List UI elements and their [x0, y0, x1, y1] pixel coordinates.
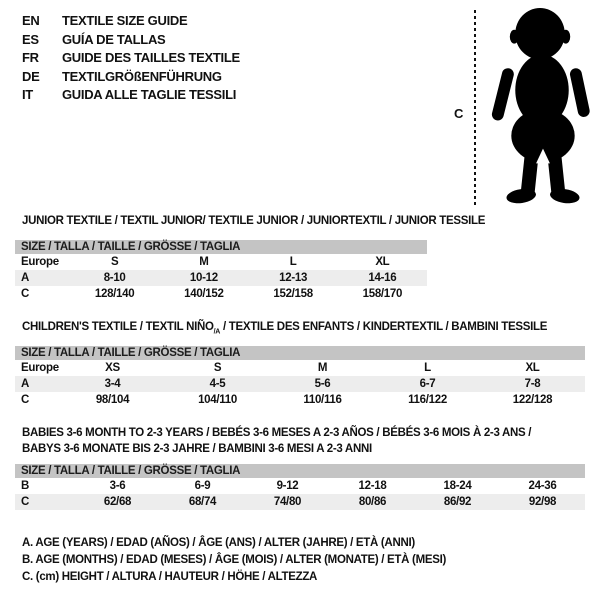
children-title-pre: CHILDREN'S TEXTILE / TEXTIL NIÑO — [22, 321, 214, 333]
table-cell: 140/152 — [184, 288, 224, 300]
lang-code: FR — [22, 50, 39, 65]
children-size-table — [15, 346, 585, 408]
table-cell: 104/110 — [198, 394, 237, 406]
table-cell: 8-10 — [103, 272, 126, 284]
babies-section-title — [22, 425, 582, 457]
babies-title-line2: BABYS 3-6 MONATE BIS 2-3 JAHRE / BAMBINI 3-6 MESI A 2-3 ANNI — [22, 443, 372, 455]
junior-section-title: JUNIOR TEXTILE / TEXTIL JUNIOR/ TEXTILE JUNIOR / JUNIORTEXTIL / JUNIOR TESSILE — [22, 215, 486, 227]
table-cell: XS — [105, 362, 120, 374]
table-cell: A — [21, 378, 30, 390]
table-cell: 3-6 — [109, 480, 126, 492]
table-cell: M — [199, 256, 209, 268]
lang-row-de — [22, 68, 240, 87]
lang-text: TEXTILGRÖßENFÜHRUNG — [62, 68, 222, 84]
table-cell: 7-8 — [524, 378, 541, 390]
table-cell: A — [21, 272, 30, 284]
language-header — [22, 12, 240, 105]
table-cell: 152/158 — [273, 288, 313, 300]
table-cell: M — [317, 362, 328, 374]
table-row — [15, 478, 585, 494]
babies-title-line1: BABIES 3-6 MONTH TO 2-3 YEARS / BEBÉS 3-6 MESES A 2-3 AÑOS / BÉBÉS 3-6 MOIS À 2-3 ANS / — [22, 427, 532, 439]
table-cell: 80/86 — [358, 496, 387, 508]
table-cell: 4-5 — [209, 378, 226, 390]
table-cell: B — [21, 480, 30, 492]
lang-row-es — [22, 31, 240, 50]
table-cell: Europe — [21, 256, 59, 268]
table-row — [15, 254, 427, 270]
table-cell: 122/128 — [512, 394, 553, 406]
table-cell: 110/116 — [303, 394, 342, 406]
table-row — [15, 392, 585, 408]
size-header-bar: SIZE / TALLA / TAILLE / GRÖSSE / TAGLIA — [15, 346, 585, 360]
table-row — [15, 376, 585, 392]
baby-silhouette-icon — [487, 7, 597, 205]
table-cell: 24-36 — [528, 480, 557, 492]
table-cell: 74/80 — [273, 496, 302, 508]
table-cell: S — [213, 362, 222, 374]
legend — [22, 535, 446, 586]
table-cell: S — [110, 256, 119, 268]
table-cell: L — [289, 256, 297, 268]
table-cell: 68/74 — [188, 496, 217, 508]
table-cell: 12-18 — [358, 480, 387, 492]
table-cell: L — [424, 362, 431, 374]
table-cell: 158/170 — [362, 288, 403, 300]
table-cell: 12-13 — [279, 272, 308, 284]
table-row — [15, 286, 427, 302]
lang-row-en — [22, 12, 240, 31]
table-cell: C — [21, 288, 30, 300]
table-cell: 6-9 — [194, 480, 211, 492]
lang-text: GUÍA DE TALLAS — [62, 31, 166, 47]
table-cell: 62/68 — [103, 496, 132, 508]
table-row — [15, 270, 427, 286]
table-cell: 6-7 — [419, 378, 436, 390]
lang-code: ES — [22, 31, 39, 47]
table-cell: C — [21, 496, 30, 508]
lang-text: GUIDE DES TAILLES TEXTILE — [62, 50, 240, 65]
babies-size-table — [15, 464, 585, 510]
table-cell: C — [21, 394, 30, 406]
size-header-bar: SIZE / TALLA / TAILLE / GRÖSSE / TAGLIA — [15, 464, 585, 478]
lang-code: DE — [22, 68, 40, 84]
table-cell: 18-24 — [443, 480, 472, 492]
table-cell: 98/104 — [95, 394, 130, 406]
table-cell: XL — [375, 256, 390, 268]
table-cell: 3-4 — [104, 378, 121, 390]
size-header-bar: SIZE / TALLA / TAILLE / GRÖSSE / TAGLIA — [15, 240, 427, 254]
table-cell: 9-12 — [276, 480, 299, 492]
lang-text: TEXTILE SIZE GUIDE — [62, 13, 188, 28]
lang-code: EN — [22, 13, 40, 28]
height-measure-label: C — [454, 106, 464, 121]
lang-text: GUIDA ALLE TAGLIE TESSILI — [62, 87, 237, 102]
table-cell: 116/122 — [408, 394, 447, 406]
table-cell: 14-16 — [368, 272, 397, 284]
lang-code: IT — [22, 87, 33, 102]
legend-line-c: C. (cm) HEIGHT / ALTURA / HAUTEUR / HÖHE / ALTEZZA — [22, 571, 318, 583]
table-cell: Europe — [21, 362, 59, 374]
lang-row-fr — [22, 49, 240, 68]
table-cell: 10-12 — [189, 272, 218, 284]
children-title-post: / TEXTILE DES ENFANTS / KINDERTEXTIL / BAMBINI TESSILE — [220, 321, 548, 333]
children-title-sub: /A — [213, 328, 221, 336]
table-cell: 92/98 — [528, 496, 557, 508]
height-measure-line — [474, 10, 476, 206]
lang-row-it — [22, 86, 240, 105]
table-cell: 128/140 — [94, 288, 135, 300]
table-cell: 86/92 — [443, 496, 472, 508]
table-row — [15, 360, 585, 376]
legend-line-b: B. AGE (MONTHS) / EDAD (MESES) / ÂGE (MOIS) / ALTER (MONATE) / ETÀ (MESI) — [22, 554, 447, 566]
table-cell: XL — [525, 362, 540, 374]
children-section-title — [22, 319, 547, 340]
table-row — [15, 494, 585, 510]
table-cell: 5-6 — [314, 378, 331, 390]
legend-line-a: A. AGE (YEARS) / EDAD (AÑOS) / ÂGE (ANS) / ALTER (JAHRE) / ETÀ (ANNI) — [22, 537, 415, 549]
junior-size-table — [15, 240, 427, 302]
